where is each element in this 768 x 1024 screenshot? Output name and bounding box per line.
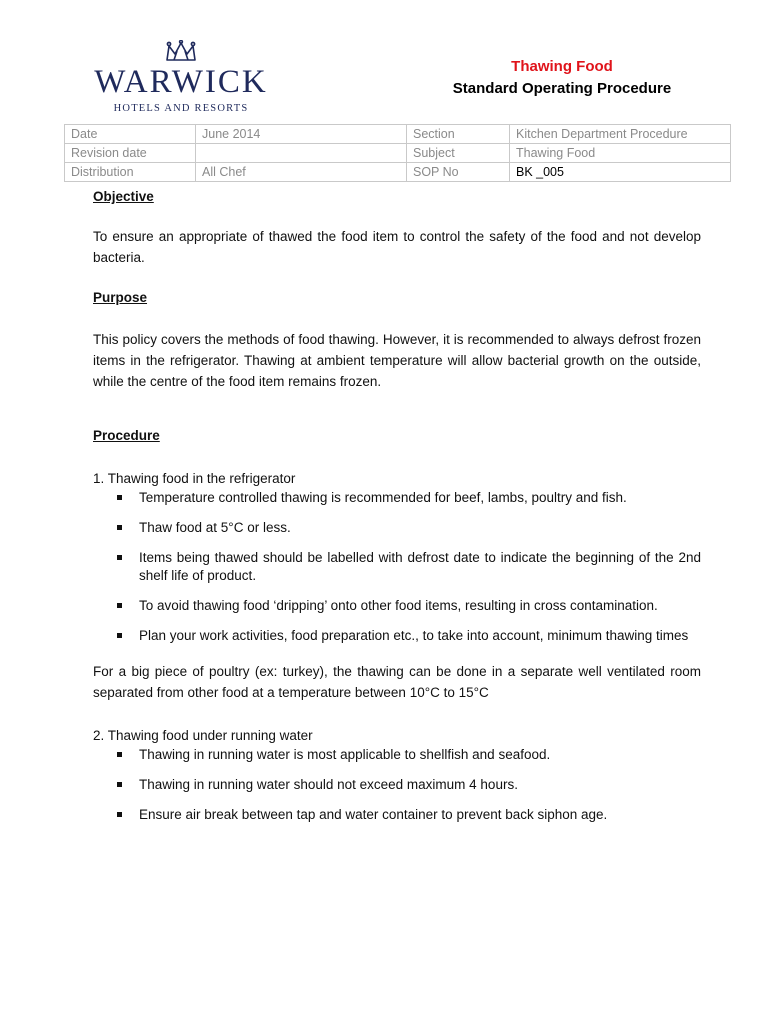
crown-icon (165, 40, 197, 64)
document-info-table (64, 124, 731, 182)
table-cell: June 2014 (196, 125, 407, 144)
brand-name: WARWICK (94, 64, 268, 100)
list-item (93, 806, 701, 824)
objective-heading: Objective (93, 189, 154, 204)
list-item-text: Plan your work activities, food preparation etc., to take into account, minimum thawing times (139, 628, 689, 643)
document-title-block (442, 58, 682, 99)
list-item-text: Items being thawed should be labelled with defrost date to indicate the beginning of the 2nd shelf life of product. (139, 550, 701, 583)
table-cell: Revision date (65, 144, 196, 163)
table-row (65, 163, 731, 182)
table-cell (196, 144, 407, 163)
bullet-icon (117, 495, 122, 500)
section1-list (93, 489, 701, 645)
list-item-text: Thaw food at 5°C or less. (139, 520, 291, 535)
bullet-icon (117, 812, 122, 817)
table-cell: All Chef (196, 163, 407, 182)
purpose-heading: Purpose (93, 290, 148, 305)
table-row (65, 125, 731, 144)
bullet-icon (117, 603, 122, 608)
list-item (93, 519, 701, 537)
document-body (93, 186, 701, 824)
list-item-text: Ensure air break between tap and water container to prevent back siphon age. (139, 807, 608, 822)
table-cell: Section (407, 125, 510, 144)
bullet-icon (117, 525, 122, 530)
table-row (65, 144, 731, 163)
objective-text: To ensure an appropriate of thawed the food item to control the safety of the food and not develop bacteria. (93, 229, 701, 265)
bullet-icon (117, 633, 122, 638)
warwick-logo (92, 40, 270, 114)
section2-title: 2. Thawing food under running water (93, 728, 313, 743)
list-item (93, 549, 701, 585)
section2-list (93, 746, 701, 824)
list-item (93, 746, 701, 764)
section1-title: 1. Thawing food in the refrigerator (93, 471, 296, 486)
list-item (93, 776, 701, 794)
sop-number: BK _005 (510, 163, 731, 182)
bullet-icon (117, 782, 122, 787)
list-item (93, 597, 701, 615)
document-subtitle: Standard Operating Procedure (452, 80, 672, 97)
bullet-icon (117, 752, 122, 757)
document-title: Thawing Food (511, 58, 613, 75)
procedure-heading: Procedure (93, 428, 160, 443)
table-cell: Subject (407, 144, 510, 163)
list-item (93, 489, 701, 507)
table-cell: SOP No (407, 163, 510, 182)
list-item-text: Thawing in running water should not exceed maximum 4 hours. (139, 777, 518, 792)
list-item-text: Thawing in running water is most applicable to shellfish and seafood. (139, 747, 551, 762)
table-cell: Distribution (65, 163, 196, 182)
brand-tagline: HOTELS AND RESORTS (113, 103, 249, 114)
list-item (93, 627, 701, 645)
poultry-note: For a big piece of poultry (ex: turkey), the thawing can be done in a separate well ventilated room separated from other food at a temperature between 10°C to 15°C (93, 664, 701, 700)
table-cell: Date (65, 125, 196, 144)
bullet-icon (117, 555, 122, 560)
purpose-text: This policy covers the methods of food thawing. However, it is recommended to always defrost frozen items in the refrigerator. Thawing at ambient temperature will allow bacterial growth on the outside, while the centre of the food item remains frozen. (93, 332, 701, 389)
list-item-text: Temperature controlled thawing is recommended for beef, lambs, poultry and fish. (139, 490, 627, 505)
table-cell: Thawing Food (510, 144, 731, 163)
table-cell: Kitchen Department Procedure (510, 125, 731, 144)
list-item-text: To avoid thawing food ‘dripping’ onto other food items, resulting in cross contamination. (139, 598, 658, 613)
